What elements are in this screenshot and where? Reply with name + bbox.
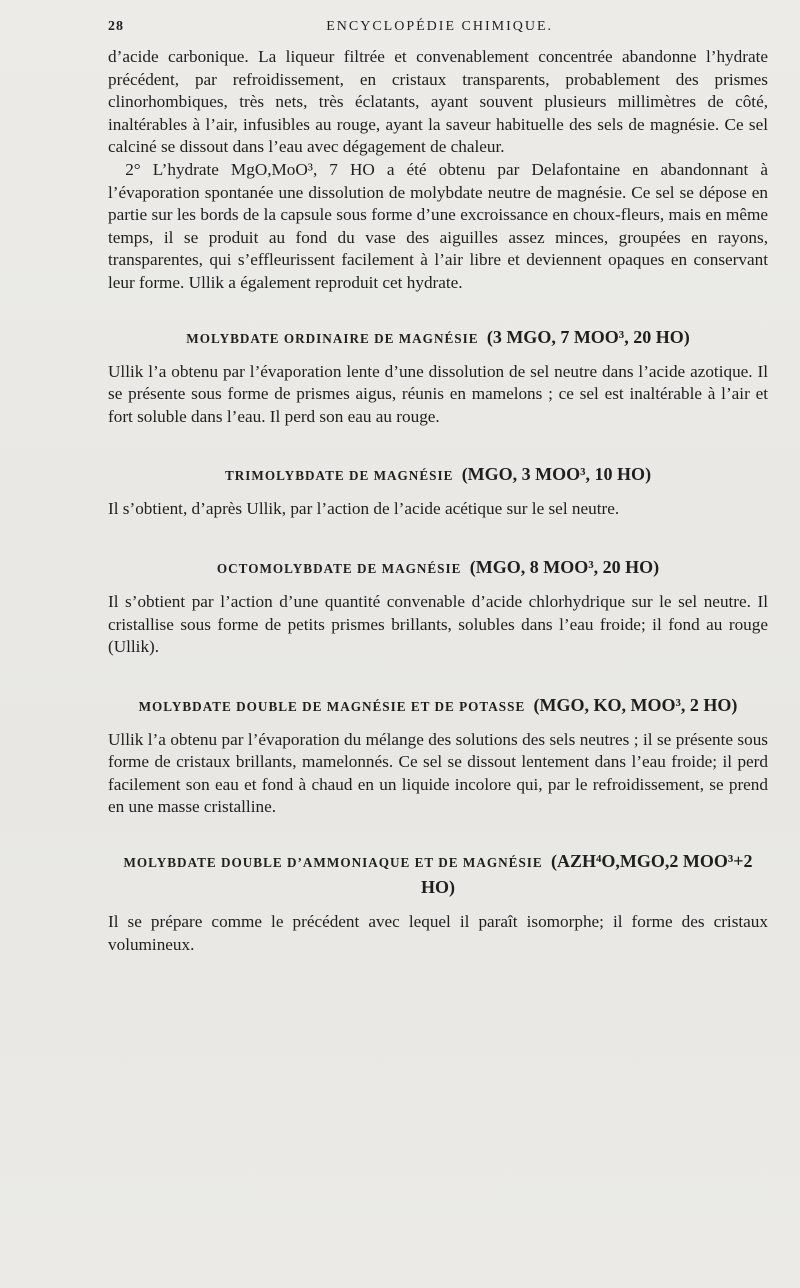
section-heading bbox=[108, 325, 768, 351]
heading-formula: (MGO, 3 MOO³, 10 HO) bbox=[461, 464, 652, 485]
section-heading bbox=[108, 693, 768, 719]
heading-formula: (3 MGO, 7 MOO³, 20 HO) bbox=[486, 326, 690, 347]
page-number: 28 bbox=[108, 19, 124, 34]
page-header bbox=[104, 15, 768, 39]
paragraph: Il se prépare comme le précédent avec lequel il paraît isomorphe; il forme des cristaux volumineux. bbox=[108, 912, 768, 954]
section-heading bbox=[108, 849, 768, 901]
paragraph: d’acide carbonique. La liqueur filtrée et convenablement concentrée abandonne l’hydrate précédent, par refroidissement, en cristaux transparents, probablement des prismes clinorhombiques, très nets, très éclatants, ayant souvent plusieurs millimètres de côté, inaltérables à l’air, infusibles au rouge, ayant la saveur habituelle des sels de magnésie. Ce sel calciné se dissout dans l’eau avec dégagement de chaleur. bbox=[108, 47, 768, 157]
paragraph: Ullik l’a obtenu par l’évaporation lente d’une dissolution de sel neutre dans l’acide azotique. Il se présente sous forme de prismes aigus, réunis en mamelons ; ce sel est inaltérable à l’air et fort soluble dans l’eau. Il perd son eau au rouge. bbox=[108, 361, 768, 426]
heading-label: TRIMOLYBDATE DE MAGNÉSIE bbox=[224, 468, 454, 484]
heading-formula: (AZH⁴O,MGO,2 MOO³+2 HO) bbox=[421, 851, 753, 898]
paragraph: Il s’obtient par l’action d’une quantité convenable d’acide chlorhydrique sur le sel neutre. Il cristallise sous forme de petits prismes brillants, solubles dans l’eau froide; il fond au rouge (Ullik). bbox=[108, 591, 768, 657]
heading-label: MOLYBDATE DOUBLE DE MAGNÉSIE ET DE POTASSE bbox=[138, 698, 526, 714]
section-heading bbox=[108, 462, 768, 488]
paragraph: Il s’obtient, d’après Ullik, par l’action de l’acide acétique sur le sel neutre. bbox=[108, 499, 620, 519]
paragraph: Ullik l’a obtenu par l’évaporation du mélange des solutions des sels neutres ; il se présente sous forme de cristaux brillants, mamelonnés. Ce sel se dissout lentement dans l’eau froide; il perd facilement son eau et fond à chaud en un liquide incolore qui, par le refroidissement, se prend en une masse cristalline. bbox=[108, 729, 768, 817]
paragraph: 2° L’hydrate MgO,MoO³, 7 HO a été obtenu par Delafontaine en abandonnant à l’évaporation spontanée une dissolution de molybdate neutre de magnésie. Ce sel se dépose en partie sur les bords de la capsule sous forme d’une excroissance en choux-fleurs, mais en même temps, il se produit au fond du vase des aiguilles assez minces, groupées en rayons, transparentes, qui s’effleurissent facilement à l’air libre et deviennent opaques en conservant leur forme. Ullik a également reproduit cet hydrate. bbox=[108, 159, 768, 292]
heading-formula: (MGO, KO, MOO³, 2 HO) bbox=[533, 694, 738, 715]
section-heading bbox=[108, 555, 768, 581]
heading-formula: (MGO, 8 MOO³, 20 HO) bbox=[469, 556, 660, 577]
heading-label: MOLYBDATE ORDINAIRE DE MAGNÉSIE bbox=[186, 330, 479, 346]
running-title: ENCYCLOPÉDIE CHIMIQUE. bbox=[326, 19, 553, 34]
heading-label: OCTOMOLYBDATE DE MAGNÉSIE bbox=[216, 560, 462, 576]
heading-label: MOLYBDATE DOUBLE D’AMMONIAQUE ET DE MAGNÉSIE bbox=[123, 855, 543, 871]
body-text bbox=[108, 46, 768, 956]
